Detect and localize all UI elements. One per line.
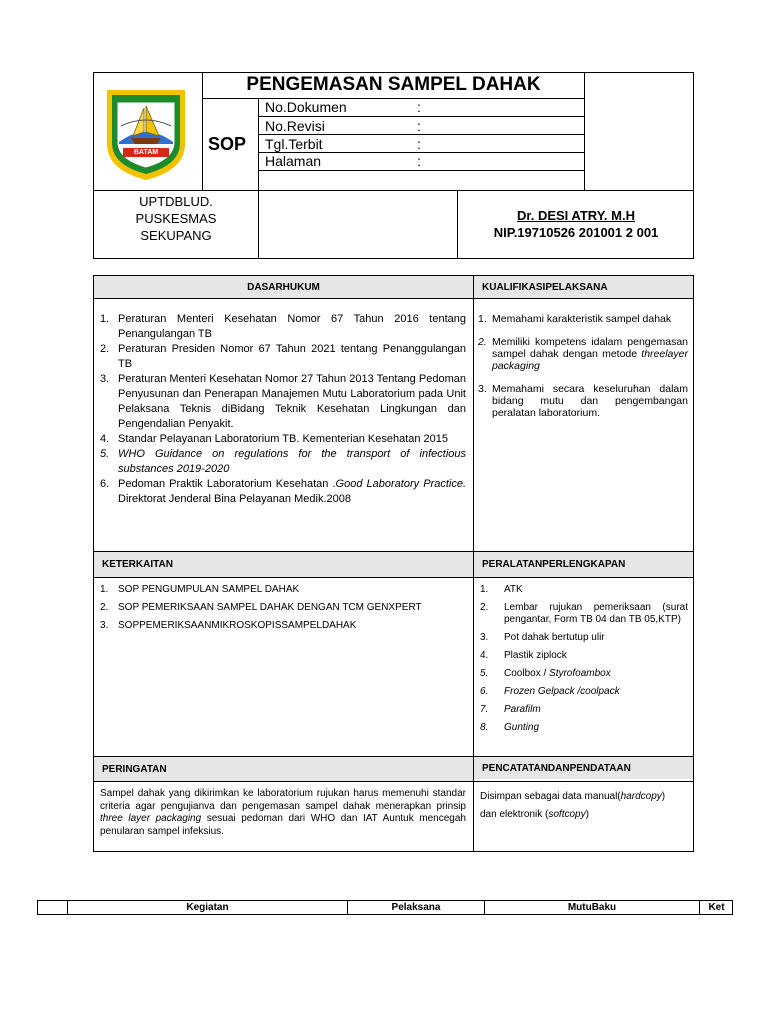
section-header-pencatatan: PENCATATANDANPENDATAAN (474, 757, 693, 779)
item-text: WHO Guidance on regulations for the transport of infectious substances 2019-2020 (118, 448, 466, 475)
item-number: 2. (480, 602, 489, 613)
item-number: 3. (480, 632, 489, 643)
hdr-line-5 (93, 781, 694, 782)
item-number: 2. (100, 602, 109, 613)
pencatatan-text (480, 788, 688, 824)
section-header-peringatan: PERINGATAN (94, 757, 473, 781)
signatory (458, 207, 694, 241)
item-text-a: Pedoman Praktik Laboratorium Kesehatan . (118, 478, 336, 490)
item-number: 1. (100, 584, 109, 595)
meta-halaman-colon: : (417, 153, 421, 169)
pencatatan-text-c: ) (661, 791, 666, 802)
pencatatan-line-2 (480, 806, 688, 824)
org-line-1: UPTDBLUD. (139, 194, 213, 209)
item-number: 7. (480, 704, 489, 715)
meta-terbit (259, 136, 584, 153)
list-item (100, 477, 466, 507)
item-number: 3. (100, 620, 109, 631)
meta-halaman-label: Halaman (265, 153, 322, 169)
pencatatan-text-b: hardcopy (620, 791, 662, 802)
item-number: 6. (480, 686, 489, 697)
item-text: Plastik ziplock (504, 650, 567, 661)
pencatatan-text-e: softcopy (548, 809, 586, 820)
list-item (100, 447, 466, 477)
item-text: Pot dahak bertutup ulir (504, 632, 605, 643)
col-header-pelaksana: Pelaksana (391, 902, 441, 913)
org-line-2: PUSKESMAS (135, 211, 217, 226)
item-text: Peraturan Menteri Kesehatan Nomor 27 Tahun 2013 Tentang Pedoman Penyusunan dan Penerapan Manajemen Mutu Laboratorium pada Unit Pelaksana Teknis diBidang Teknik Kesehatan Lingkungan dan Pengendalian Penyakit. (118, 373, 466, 430)
logo (103, 86, 189, 182)
list-item (480, 704, 688, 716)
item-text-b: Styrofoambox (549, 668, 611, 679)
pencatatan-text-a: Disimpan sebagai data manual( (480, 791, 621, 802)
peralatan-list (480, 584, 688, 740)
item-text: Memahami karakteristik sampel dahak (492, 313, 672, 325)
peringatan-text-a: Sampel dahak yang dikirimkan ke laboratorium rujukan harus memenuhi standar criteria agar pengujianva dan pengemasan sampel dahak menerapkan prinsip (100, 788, 466, 812)
item-text-b: threelayer packaging (492, 348, 688, 372)
list-item (480, 584, 688, 596)
signatory-nip: NIP.19710526 201001 2 001 (493, 225, 659, 240)
section-header-dasarhukum: DASARHUKUM (94, 276, 473, 298)
col-header-kegiatan: Kegiatan (186, 902, 229, 913)
item-number: 6. (100, 478, 110, 490)
section-header-peralatan: PERALATANPERLENGKAPAN (474, 552, 693, 577)
sop-label: SOP (208, 134, 247, 154)
section-header-keterkaitan: KETERKAITAN (94, 552, 473, 577)
item-text: Peraturan Presiden Nomor 67 Tahun 2021 tentang Penanggulangan TB (118, 343, 466, 370)
item-number: 1. (478, 313, 487, 325)
meta-revisi-label: No.Revisi (265, 118, 325, 134)
item-number: 4. (100, 433, 110, 445)
kualifikasi-list (478, 313, 688, 430)
list-item (480, 668, 688, 680)
list-item (480, 602, 688, 626)
item-number: 3. (478, 383, 487, 395)
list-item (100, 342, 466, 372)
list-item (478, 313, 688, 325)
item-text: Standar Pelayanan Laboratorium TB. Kementerian Kesehatan 2015 (118, 433, 449, 445)
item-text: Gunting (504, 722, 540, 733)
col-header-ket: Ket (708, 902, 725, 913)
list-item (480, 722, 688, 734)
list-item (478, 383, 688, 419)
meta-revisi (259, 118, 584, 135)
signatory-name: Dr. DESI ATRY. M.H (517, 208, 635, 223)
keterkaitan-list (100, 584, 466, 638)
col-header-mutubaku: MutuBaku (567, 902, 617, 913)
item-text-c: Direktorat Jenderal Bina Pelayanan Medik.2008 (118, 493, 351, 505)
logo-text: BATAM (133, 149, 159, 156)
list-item (480, 650, 688, 662)
list-item (480, 632, 688, 644)
item-text: SOPPEMERIKSAANMIKROSKOPISSAMPELDAHAK (118, 620, 357, 631)
item-number: 2. (100, 343, 110, 355)
item-number: 5. (480, 668, 489, 679)
item-text: SOP PENGUMPULAN SAMPEL DAHAK (118, 584, 300, 595)
header-divider-1 (93, 190, 694, 191)
item-text: Parafilm (504, 704, 541, 715)
org-line-3: SEKUPANG (140, 228, 212, 243)
hdr-line-1 (93, 298, 694, 299)
item-text-b: Good Laboratory Practice. (335, 478, 466, 490)
meta-terbit-label: Tgl.Terbit (265, 136, 323, 152)
list-item (100, 602, 466, 614)
meta-dokumen-colon: : (417, 99, 421, 115)
meta-terbit-colon: : (417, 136, 421, 152)
item-text: Lembar rujukan pemeriksaan (surat pengantar, Form TB 04 dan TB 05,KTP) (504, 602, 688, 625)
item-number: 5. (100, 448, 110, 460)
item-text: Frozen Gelpack /coolpack (504, 686, 620, 697)
item-text: SOP PEMERIKSAAN SAMPEL DAHAK DENGAN TCM GENXPERT (118, 602, 422, 613)
item-text: ATK (504, 584, 523, 595)
list-item (100, 432, 466, 447)
pencatatan-line-1 (480, 788, 688, 806)
pencatatan-text-f: ) (585, 809, 589, 820)
page-title: PENGEMASAN SAMPEL DAHAK (246, 74, 541, 95)
peringatan-text-b: three layer packaging (100, 813, 202, 824)
item-text: Memahami secara keseluruhan dalam bidang mutu dan pengembangan peralatan laboratorium. (492, 383, 688, 419)
dasarhukum-list (100, 312, 466, 507)
meta-halaman (259, 153, 584, 170)
section-header-kualifikasi: KUALIFIKASIPELAKSANA (474, 276, 693, 298)
item-number: 2. (478, 336, 487, 348)
item-text-a: Coolbox / (504, 668, 550, 679)
list-item (480, 686, 688, 698)
list-item (100, 372, 466, 432)
list-item (100, 584, 466, 596)
list-item (100, 620, 466, 632)
item-number: 1. (480, 584, 489, 595)
hdr-line-3 (93, 577, 694, 578)
organization-name (94, 193, 258, 244)
peringatan-text-c: sesuai pedoman dari WHO dan IAT Auntuk mencegah penularan sampel infeksius. (100, 813, 466, 837)
pencatatan-text-d: dan elektronik ( (480, 809, 549, 820)
list-item (478, 336, 688, 372)
item-number: 8. (480, 722, 489, 733)
item-text-a: Memiliki kompetens idalam pengemasan sampel dahak dengan metode (492, 336, 688, 360)
peringatan-text (100, 788, 466, 838)
item-number: 1. (100, 313, 110, 325)
list-item (100, 312, 466, 342)
item-number: 3. (100, 373, 110, 385)
meta-dokumen (259, 99, 584, 116)
item-text: Peraturan Menteri Kesehatan Nomor 67 Tahun 2016 tentang Penangulangan TB (118, 313, 466, 340)
item-number: 4. (480, 650, 489, 661)
meta-dokumen-label: No.Dokumen (265, 99, 347, 115)
meta-revisi-colon: : (417, 118, 421, 134)
